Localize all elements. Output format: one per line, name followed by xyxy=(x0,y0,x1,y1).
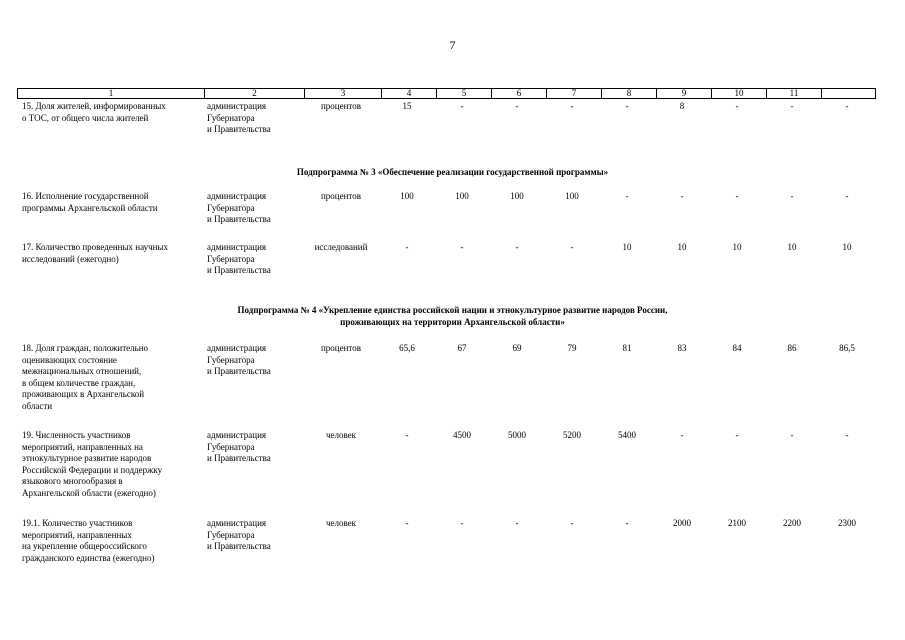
responsible-executor xyxy=(207,343,303,378)
indicator-name-line: в общем количестве граждан, xyxy=(22,377,136,388)
indicator-value: 67 xyxy=(457,343,467,353)
indicator-name xyxy=(22,430,204,499)
indicator-value: - xyxy=(625,191,629,201)
responsible-line: и Правительства xyxy=(207,453,271,463)
indicator-value: - xyxy=(460,518,464,528)
col-header: 10 xyxy=(712,89,767,99)
indicator-name xyxy=(22,191,204,214)
indicator-name-line: 18. Доля граждан, положительно xyxy=(22,343,149,353)
indicator-name-line: о ТОС, от общего числа жителей xyxy=(22,112,149,123)
col-header: 6 xyxy=(492,89,547,99)
responsible-executor xyxy=(207,191,303,226)
indicator-value: - xyxy=(790,191,794,201)
indicator-value: - xyxy=(405,242,409,252)
indicator-value: 5400 xyxy=(618,430,636,440)
indicator-name-line: 19. Численность участников xyxy=(22,430,131,440)
responsible-executor xyxy=(207,101,303,136)
responsible-line: администрация xyxy=(207,101,267,111)
responsible-line: администрация xyxy=(207,242,267,252)
responsible-line: администрация xyxy=(207,191,267,201)
responsible-line: и Правительства xyxy=(207,541,271,551)
subprogram-heading-line: Подпрограмма № 3 «Обеспечение реализации государственной программы» xyxy=(296,167,609,177)
indicator-value: 2100 xyxy=(728,518,746,528)
indicator-value: 86 xyxy=(787,343,797,353)
responsible-executor xyxy=(207,242,303,277)
indicator-name-line: мероприятий, направленных xyxy=(22,529,132,540)
indicator-name-line: Архангельской области (ежегодно) xyxy=(22,487,156,498)
indicator-value: 10 xyxy=(842,242,852,252)
indicator-value: 69 xyxy=(512,343,522,353)
unit-of-measure: человек xyxy=(325,430,357,440)
indicator-value: - xyxy=(515,518,519,528)
indicator-name-line: языкового многообразия в xyxy=(22,476,123,486)
indicator-name-line: 19.1. Количество участников xyxy=(22,518,133,528)
indicator-name-line: 16. Исполнение государственной xyxy=(22,191,149,201)
indicator-value: 2300 xyxy=(838,518,856,528)
col-header: 9 xyxy=(657,89,712,99)
col-header: 7 xyxy=(547,89,602,99)
subprogram-heading xyxy=(0,304,905,328)
indicator-name-line: программы Архангельской области xyxy=(22,202,158,213)
col-header: 2 xyxy=(205,89,305,99)
indicator-name xyxy=(22,101,204,124)
indicator-value: 10 xyxy=(677,242,687,252)
responsible-line: Губернатора xyxy=(207,202,255,213)
col-header xyxy=(822,89,876,99)
indicator-value: - xyxy=(625,101,629,111)
indicator-value: 83 xyxy=(677,343,687,353)
indicator-value: 5000 xyxy=(508,430,526,440)
col-header: 8 xyxy=(602,89,657,99)
subprogram-heading-line: проживающих на территории Архангельской области» xyxy=(340,317,565,327)
indicator-name-line: оценивающих состояние xyxy=(22,354,117,365)
responsible-line: Губернатора xyxy=(207,529,255,540)
col-header: 11 xyxy=(767,89,822,99)
indicator-name-line: области xyxy=(22,400,53,411)
indicator-name-line: проживающих в Архангельской xyxy=(22,389,145,399)
indicator-value: 10 xyxy=(787,242,797,252)
indicator-name xyxy=(22,518,204,564)
indicator-name-line: мероприятий, направленных на xyxy=(22,441,143,452)
col-header: 5 xyxy=(437,89,492,99)
responsible-line: и Правительства xyxy=(207,214,271,224)
page-number: 7 xyxy=(449,38,456,52)
responsible-line: и Правительства xyxy=(207,366,271,376)
unit-of-measure: процентов xyxy=(320,191,361,201)
indicator-value: 84 xyxy=(732,343,742,353)
indicator-value: 10 xyxy=(732,242,742,252)
column-number-header xyxy=(17,88,876,99)
subprogram-heading xyxy=(0,166,905,178)
subprogram-heading-line: Подпрограмма № 4 «Укрепление единства российской нации и этнокультурное развитие народов России, xyxy=(237,305,668,315)
indicator-value: 10 xyxy=(622,242,632,252)
indicator-value: - xyxy=(680,430,684,440)
indicator-name-line: исследований (ежегодно) xyxy=(22,253,119,264)
indicator-name-line: 15. Доля жителей, информированных xyxy=(22,101,166,111)
col-header: 3 xyxy=(305,89,382,99)
indicator-value: 15 xyxy=(402,101,412,111)
responsible-line: и Правительства xyxy=(207,124,271,134)
indicator-value: - xyxy=(405,518,409,528)
indicator-value: 65,6 xyxy=(399,343,415,353)
indicator-value: 5200 xyxy=(563,430,581,440)
indicator-name-line: этнокультурное развитие народов xyxy=(22,453,152,463)
indicator-value: 100 xyxy=(400,191,414,201)
responsible-line: администрация xyxy=(207,343,267,353)
indicator-name xyxy=(22,242,204,265)
indicator-value: - xyxy=(845,430,849,440)
indicator-name-line: 17. Количество проведенных научных xyxy=(22,242,168,252)
responsible-executor xyxy=(207,518,303,553)
indicator-value: 81 xyxy=(622,343,632,353)
indicator-name-line: межнациональных отношений, xyxy=(22,366,142,376)
indicator-value: - xyxy=(570,242,574,252)
responsible-line: Губернатора xyxy=(207,253,255,264)
indicator-value: - xyxy=(735,191,739,201)
indicator-value: - xyxy=(735,430,739,440)
indicator-value: - xyxy=(680,191,684,201)
responsible-line: администрация xyxy=(207,430,267,440)
col-header: 1 xyxy=(18,89,205,99)
indicator-value: 100 xyxy=(455,191,469,201)
indicator-value: - xyxy=(405,430,409,440)
indicator-name xyxy=(22,343,204,412)
indicator-value: - xyxy=(460,101,464,111)
col-header: 4 xyxy=(382,89,437,99)
indicator-value: - xyxy=(790,430,794,440)
indicator-value: 8 xyxy=(679,101,685,111)
unit-of-measure: исследований xyxy=(314,242,368,252)
indicator-value: - xyxy=(460,242,464,252)
responsible-line: и Правительства xyxy=(207,265,271,275)
indicator-name-line: на укрепление общероссийского xyxy=(22,541,147,551)
indicator-value: - xyxy=(515,242,519,252)
indicator-value: 2000 xyxy=(673,518,691,528)
responsible-executor xyxy=(207,430,303,465)
unit-of-measure: человек xyxy=(325,518,357,528)
indicator-value: - xyxy=(790,101,794,111)
indicator-value: - xyxy=(735,101,739,111)
indicator-value: - xyxy=(845,101,849,111)
indicator-value: - xyxy=(625,518,629,528)
responsible-line: Губернатора xyxy=(207,354,255,365)
indicator-value: 4500 xyxy=(453,430,471,440)
indicator-value: - xyxy=(570,101,574,111)
responsible-line: Губернатора xyxy=(207,441,255,452)
responsible-line: администрация xyxy=(207,518,267,528)
unit-of-measure: процентов xyxy=(320,101,361,111)
indicator-value: 100 xyxy=(510,191,524,201)
indicator-value: - xyxy=(845,191,849,201)
indicator-name-line: Российской Федерации и поддержку xyxy=(22,464,163,475)
responsible-line: Губернатора xyxy=(207,112,255,123)
indicator-value: 86,5 xyxy=(839,343,855,353)
indicator-value: - xyxy=(570,518,574,528)
unit-of-measure: процентов xyxy=(320,343,361,353)
indicator-value: 100 xyxy=(565,191,579,201)
indicator-value: - xyxy=(515,101,519,111)
indicator-value: 79 xyxy=(567,343,577,353)
indicator-value: 2200 xyxy=(783,518,801,528)
indicator-name-line: гражданского единства (ежегодно) xyxy=(22,552,155,563)
